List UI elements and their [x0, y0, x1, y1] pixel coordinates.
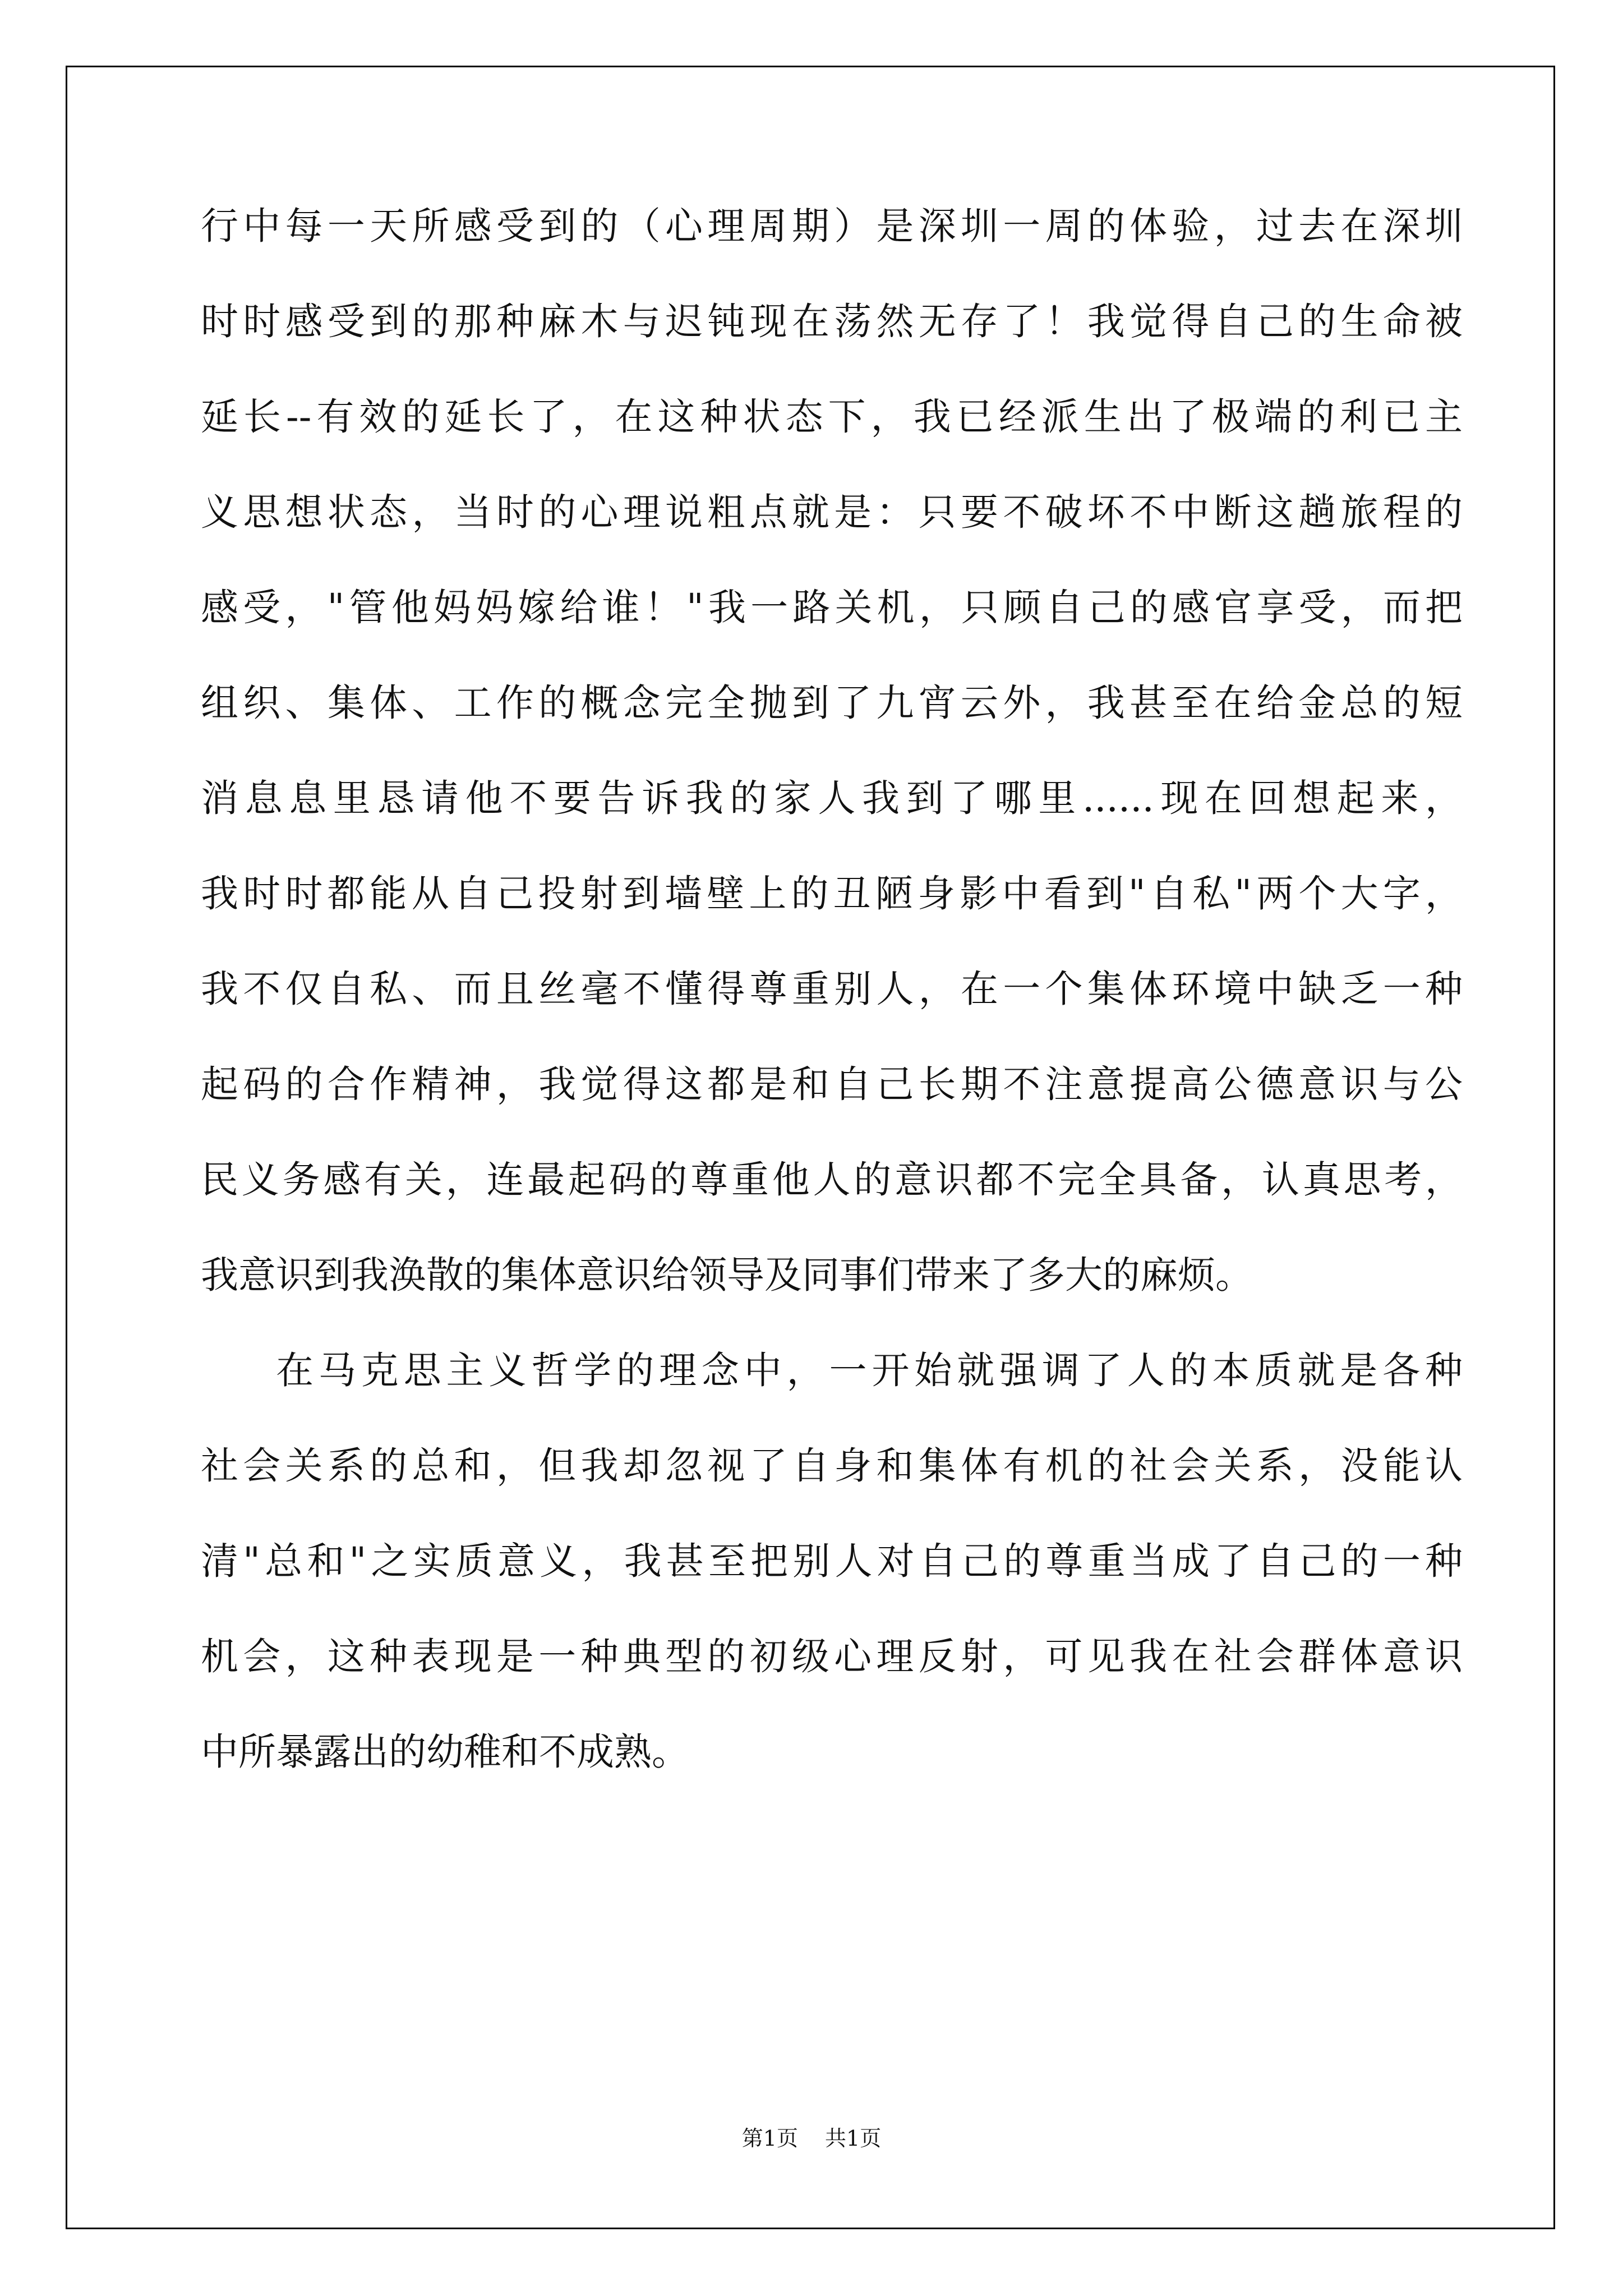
text-line: 民义务感有关，连最起码的尊重他人的意识都不完全具备，认真思考，: [201, 1158, 1463, 1202]
page-number-total: 共1页: [825, 2126, 882, 2151]
text-line: 起码的合作精神，我觉得这都是和自己长期不注意提高公德意识与公: [201, 1062, 1463, 1106]
text-line: 感受，"管他妈妈嫁给谁！"我一路关机，只顾自己的感官享受，而把: [201, 586, 1463, 629]
text-line: 清"总和"之实质意义，我甚至把别人对自己的尊重当成了自己的一种: [201, 1539, 1463, 1583]
text-line: 机会，这种表现是一种典型的初级心理反射，可见我在社会群体意识: [201, 1635, 1463, 1678]
page-number-current: 第1页: [741, 2126, 798, 2151]
text-line: 社会关系的总和，但我却忽视了自身和集体有机的社会关系，没能认: [201, 1444, 1463, 1488]
text-line: 我意识到我涣散的集体意识给领导及同事们带来了多大的麻烦。: [201, 1253, 1253, 1297]
text-line: 组织、集体、工作的概念完全抛到了九宵云外，我甚至在给金总的短: [201, 681, 1463, 725]
paragraph-1: [201, 204, 1463, 1297]
text-line: 行中每一天所感受到的（心理周期）是深圳一周的体验，过去在深圳: [201, 204, 1463, 248]
text-line: 消息息里恳请他不要告诉我的家人我到了哪里......现在回想起来，: [201, 776, 1463, 820]
text-line: 时时感受到的那种麻木与迟钝现在荡然无存了！我觉得自己的生命被: [201, 300, 1463, 343]
text-line: 中所暴露出的幼稚和不成熟。: [201, 1730, 689, 1774]
text-line: 在马克思主义哲学的理念中，一开始就强调了人的本质就是各种: [276, 1349, 1463, 1392]
text-line: 延长--有效的延长了，在这种状态下，我已经派生出了极端的利已主: [201, 395, 1463, 439]
page-footer: [0, 2121, 1623, 2152]
text-line: 我时时都能从自己投射到墙壁上的丑陋身影中看到"自私"两个大字，: [201, 872, 1463, 915]
text-line: 我不仅自私、而且丝毫不懂得尊重别人，在一个集体环境中缺乏一种: [201, 967, 1463, 1011]
text-line: 义思想状态，当时的心理说粗点就是：只要不破坏不中断这趟旅程的: [201, 490, 1463, 534]
document-body: [201, 204, 1463, 1829]
paragraph-2: [201, 1349, 1463, 1774]
